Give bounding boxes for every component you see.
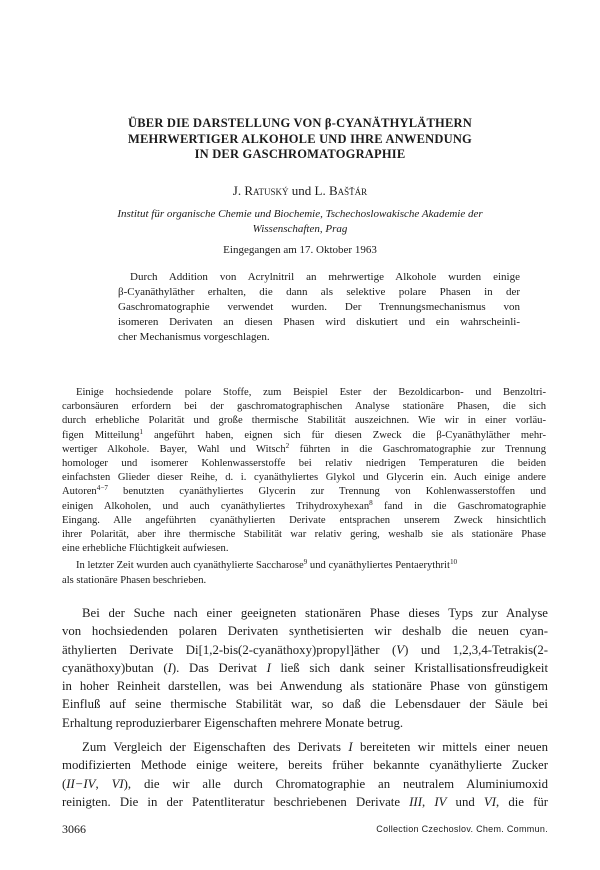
institution-line-2: Wissenschaften, Prag [252, 222, 348, 235]
intro-line: homologer und isomerer Kohlenwasserstoffe bei relativ niedrigen Temperaturen die beiden [62, 458, 546, 470]
journal-name: Collection Czechoslov. Chem. Commun. [376, 824, 548, 834]
recent-line [62, 559, 546, 573]
body-text: und [446, 794, 484, 809]
body-line: Einfluß auf seine thermische Stabilität war, so daß die Lebensdauer der Säule bei [62, 697, 548, 712]
citation-superscript: 8 [369, 498, 373, 507]
author-2-surname: Bašťár [329, 183, 368, 198]
abstract [118, 270, 520, 345]
body-line: modifizierten Methode einige weitere, bereits früher bekannte cyanäthylierte Zucker [62, 758, 548, 773]
body-text: ). Das Derivat [171, 660, 267, 675]
body-text: ( [62, 776, 67, 791]
body-text: , die für [495, 794, 549, 809]
abstract-line: cher Mechanismus vorgeschlagen. [118, 331, 270, 343]
intro-line: einfachsten Glieder dieser Reihe, d. i. cyanäthyliertes Glykol und Glycerin ein. Auch einige andere [62, 472, 546, 484]
intro-line: Einige hochsiedende polare Stoffe, zum Beispiel Ester der Bezoldicarbon- und Benzoltri- [76, 387, 546, 398]
intro-line [62, 485, 546, 499]
received-date: Eingegangen am 17. Oktober 1963 [223, 244, 377, 256]
article-title [60, 116, 540, 163]
intro-line: durch erhebliche Polarität und große thermische Stabilität auszeichnen. Wie wir in einer vorläu- [62, 415, 546, 427]
body-line: in hoher Reinheit darstellen, was bei Anwendung als stationäre Phase von günstigem [62, 679, 548, 694]
body-text: , [95, 776, 112, 791]
recent-text: und cyanäthyliertes Pentaerythrit [307, 560, 450, 572]
authors-conjunction: und [291, 183, 312, 198]
compound-label: I [167, 660, 172, 675]
compound-label: I [348, 740, 353, 755]
recent-text: In letzter Zeit wurden auch cyanäthylierte Saccharose [76, 560, 304, 572]
body-text: bereiteten wir mittels einer neuen [352, 740, 548, 755]
intro-line: eine erhebliche Flüchtigkeit aufwiesen. [62, 543, 229, 555]
compound-label: I [266, 660, 271, 675]
author-1-surname: Ratuský [244, 183, 289, 198]
intro-line [62, 443, 546, 457]
page-number: 3066 [62, 822, 86, 836]
body-text: Zum Vergleich der Eigenschaften des Derivats [82, 740, 349, 755]
body-line [62, 775, 548, 793]
main-body [62, 604, 548, 811]
abstract-line: Gaschromatographie verwendet wurden. Der Trennungsmechanismus von [118, 301, 520, 313]
body-text: ließ sich dank seiner Kristallisationsfreudigkeit [270, 660, 549, 675]
title-line-2: MEHRWERTIGER ALKOHOLE UND IHRE ANWENDUNG [128, 131, 472, 146]
compound-label: IV [434, 794, 447, 809]
author-2-initial: L. [314, 183, 326, 198]
citation-superscript: 1 [139, 427, 144, 436]
intro-text: einigen Alkoholen, und auch cyanäthyliertes Trihydroxyhexan [62, 500, 370, 512]
institution [90, 207, 510, 236]
compound-label: VI [111, 776, 124, 791]
intro-text: fand in die Gaschromatographie [372, 500, 546, 512]
body-text: äthylierten Derivate Di[1,2-bis(2-cyanäthoxy)propyl]äther ( [62, 642, 397, 657]
intro-text: benutzten cyanäthyliertes Glycerin zur Trennung von Kohlenwasserstoffen und [107, 486, 546, 498]
body-line [62, 641, 548, 659]
body-line: Bei der Suche nach einer geeigneten stationären Phase dieses Typs zur Analyse [82, 606, 548, 620]
institution-line-1: Institut für organische Chemie und Biochemie, Tschechoslowakische Akademie der [117, 208, 483, 220]
title-line-1: ÜBER DIE DARSTELLUNG VON β-CYANÄTHYLÄTHERN [128, 116, 472, 130]
citation-superscript: 10 [449, 558, 458, 567]
recent-line: als stationäre Phasen beschrieben. [62, 574, 207, 586]
citation-superscript: 2 [285, 441, 290, 450]
intro-text: figen Mitteilung [62, 429, 140, 441]
body-line [62, 793, 548, 811]
title-line-3: IN DER GASCHROMATOGRAPHIE [194, 147, 406, 161]
body-line: Erhaltung reproduzierbarer Eigenschaften mehrere Monate betrug. [62, 715, 404, 730]
body-text: reinigten. Die in der Patentliteratur beschriebenen Derivate [62, 794, 410, 809]
body-line: von hochsiedenden polaren Derivaten synthetisierten wir deshalb die neuen cyan- [62, 624, 548, 639]
intro-line [62, 429, 546, 443]
abstract-line: isomeren Derivaten an diesen Phasen wird diskutiert und ein wahrscheinli- [118, 316, 520, 328]
intro-line: carbonsäuren erfordern bei der gaschromatographischen Analyse stationäre Phasen, die sich [62, 401, 546, 413]
body-text: ) und 1,2,3,4-Tetrakis(2- [404, 642, 549, 657]
compound-label: VI [483, 794, 496, 809]
citation-superscript: 4−7 [96, 484, 108, 493]
citation-superscript: 9 [303, 558, 308, 567]
intro-section [62, 386, 546, 588]
intro-text: führten in die Gaschromatographie zur Trennung [289, 443, 546, 455]
body-line [62, 738, 548, 756]
intro-line: ihrer Polarität, aber ihre thermische Stabilität war relativ gering, weshalb sie als stationäre Phase [62, 529, 546, 541]
intro-text: Autoren [62, 486, 97, 498]
intro-text: wertiger Alkohole. Bayer, Wahl und Witsch [62, 443, 286, 455]
abstract-line: Durch Addition von Acrylnitril an mehrwertige Alkohole wurden einige [130, 271, 520, 283]
body-text: ), die wir alle durch Chromatographie an neutralem Aluminiumoxid [123, 776, 548, 791]
compound-label: II−IV [66, 776, 96, 791]
body-text: , [421, 794, 435, 809]
intro-line: Eingang. Alle angeführten cyanäthylierten Derivate entsprachen unserem Zweck hinsichtlich [62, 514, 546, 526]
compound-label: V [396, 642, 405, 657]
authors-line [60, 183, 540, 199]
intro-line [62, 500, 546, 514]
intro-text: angeführt haben, eignen sich für diesen Zweck die β-Cyanäthyläther mehr- [143, 429, 546, 441]
body-text: cyanäthoxy)butan ( [62, 660, 168, 675]
body-line [62, 659, 548, 677]
compound-label: III [409, 794, 422, 809]
abstract-line: β-Cyanäthyläther erhalten, die dann als selektive polare Phasen in der [118, 286, 520, 298]
author-1-initial: J. [232, 183, 242, 198]
